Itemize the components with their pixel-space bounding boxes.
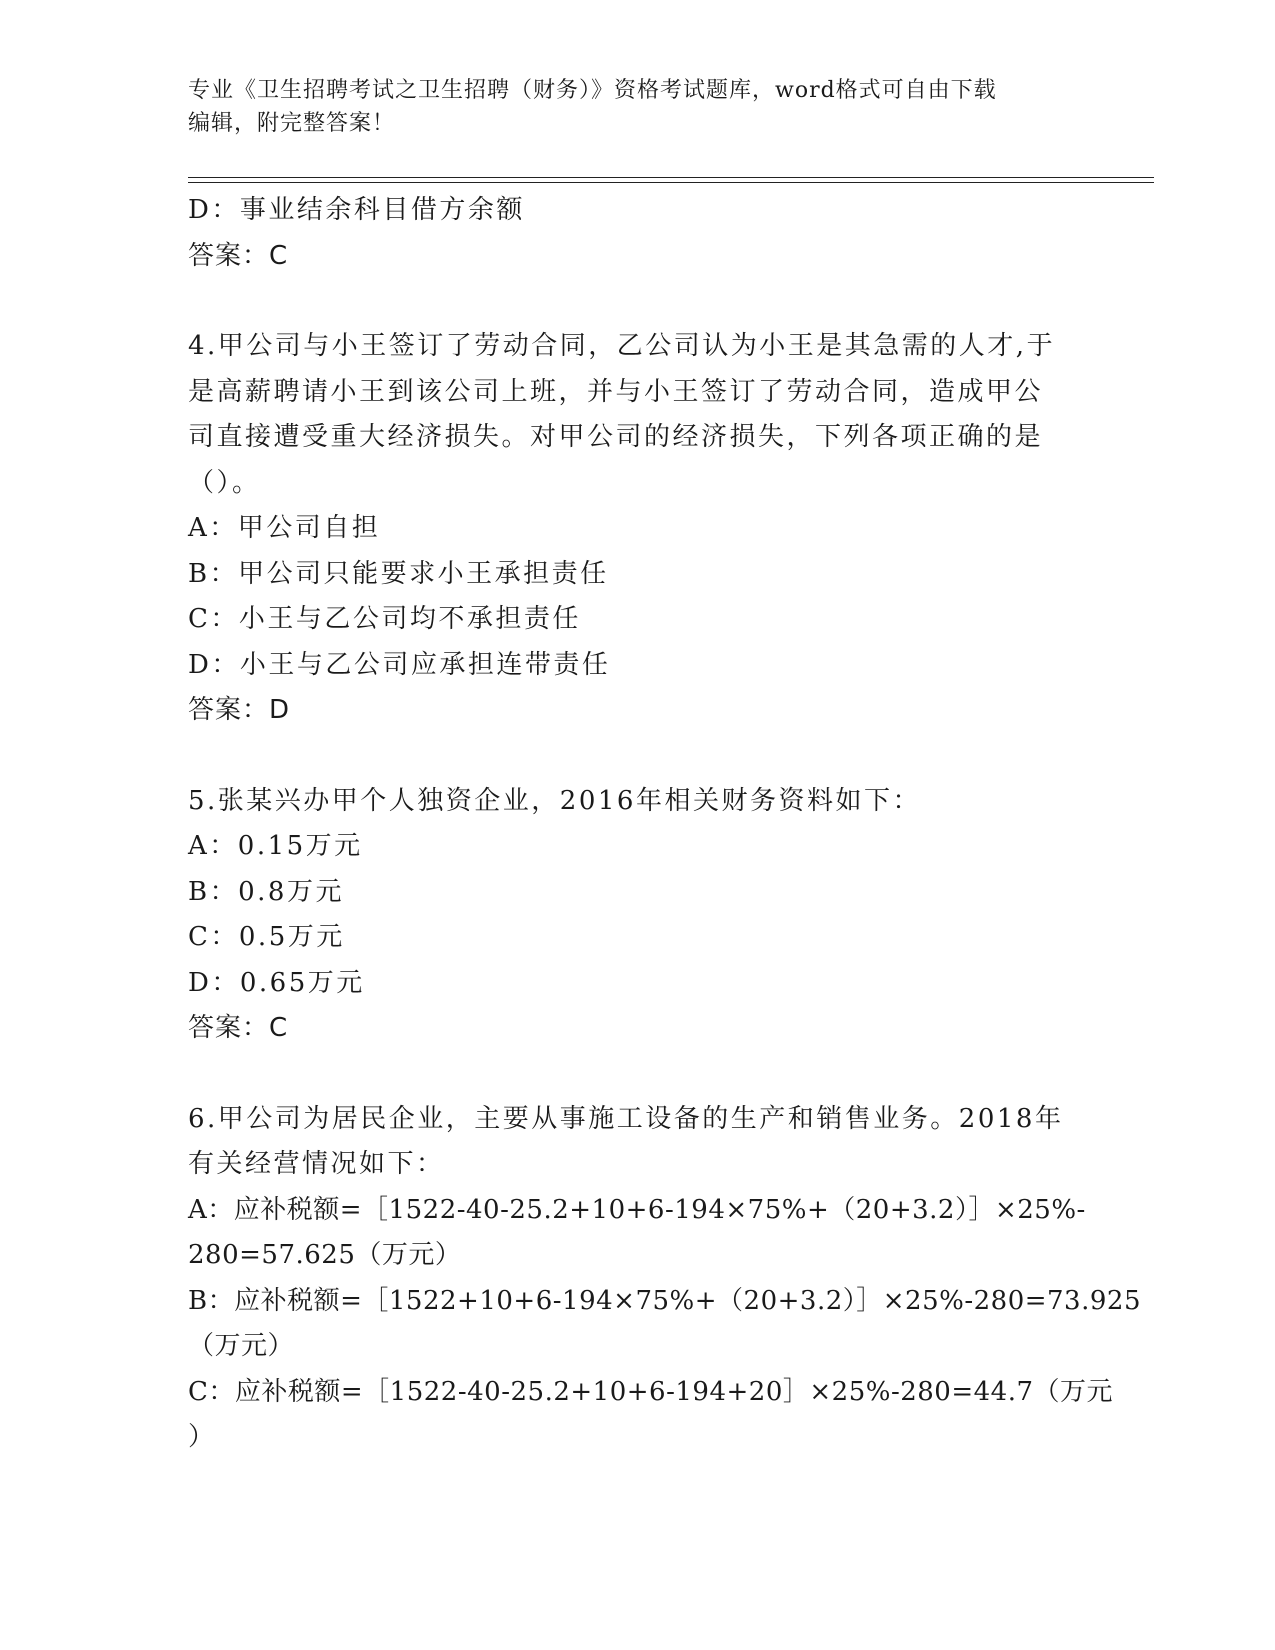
q4-option-d: D：小王与乙公司应承担连带责任 (188, 649, 611, 680)
q5-option-a: A：0.15万元 (188, 831, 363, 861)
header-line-2: 编辑，附完整答案！ (188, 111, 396, 136)
q4-stem-line-2: 是高薪聘请小王到该公司上班，并与小王签订了劳动合同，造成甲公 (188, 376, 1044, 407)
q4-stem-line-1: 4.甲公司与小王签订了劳动合同，乙公司认为小王是其急需的人才,于 (188, 331, 1056, 361)
q4-option-c: C：小王与乙公司均不承担责任 (188, 604, 581, 634)
header-rule-bottom (188, 182, 1154, 183)
question-5 (188, 779, 1088, 1052)
q5-stem-line-1: 5.张某兴办甲个人独资企业，2016年相关财务资料如下： (188, 785, 921, 816)
q6-option-b-line-1: B：应补税额=［1522+10+6-194×75%+（20+3.2）］×25%-280=73.925 (188, 1285, 1141, 1316)
q4-option-b: B：甲公司只能要求小王承担责任 (188, 558, 609, 589)
q4-stem-line-4: （）。 (188, 467, 261, 498)
page-header (188, 74, 1088, 140)
q4-stem-line-3: 司直接遭受重大经济损失。对甲公司的经济损失，下列各项正确的是 (188, 422, 1044, 452)
q4-option-a: A：甲公司自担 (188, 513, 381, 543)
q6-stem-line-1: 6.甲公司为居民企业，主要从事施工设备的生产和销售业务。2018年 (188, 1103, 1064, 1134)
q5-option-d: D：0.65万元 (188, 967, 365, 998)
q5-option-b: B：0.8万元 (188, 876, 344, 907)
question-3 (188, 188, 1088, 279)
q6-option-a-line-1: A：应补税额=［1522-40-25.2+10+6-194×75%+（20+3.2）］×25%- (188, 1194, 1086, 1225)
document-body (188, 188, 1141, 1461)
header-line-1: 专业《卫生招聘考试之卫生招聘（财务）》资格考试题库，word格式可自由下载 (188, 78, 997, 103)
q6-option-b-line-2: （万元） (188, 1331, 295, 1361)
question-4 (188, 324, 1088, 734)
q4-answer: 答案：D (188, 695, 291, 725)
q6-stem-line-2: 有关经营情况如下： (188, 1149, 445, 1179)
spacer (188, 1052, 1088, 1097)
q5-answer: 答案：C (188, 1013, 289, 1043)
q6-option-c-line-2: ） (188, 1422, 215, 1452)
q3-answer: 答案：C (188, 240, 289, 271)
q5-option-c: C：0.5万元 (188, 922, 345, 952)
spacer (188, 734, 1088, 779)
spacer (188, 279, 1088, 324)
q6-option-c-line-1: C：应补税额=［1522-40-25.2+10+6-194+20］×25%-280=44.7（万元 (188, 1376, 1114, 1407)
question-6 (188, 1097, 1141, 1461)
q6-option-a-line-2: 280=57.625（万元） (188, 1240, 462, 1270)
header-rule-top (188, 177, 1154, 178)
q3-option-d: D：事业结余科目借方余额 (188, 195, 525, 225)
